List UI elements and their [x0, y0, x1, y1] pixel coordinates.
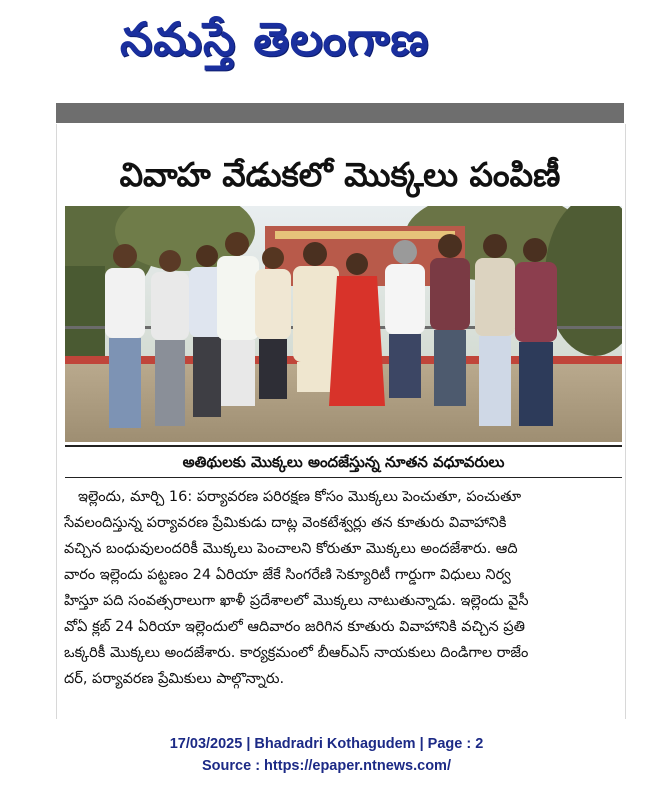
caption-top-rule	[65, 445, 622, 447]
article-line: హిస్తూ పది సంవత్సరాలుగా ఖాళీ ప్రదేశాలలో మొక్కలు నాటుతున్నాడు. ఇల్లెందు వైసీ	[64, 593, 529, 609]
footer-date-edition: 17/03/2025 | Bhadradri Kothagudem | Page : 2	[169, 736, 484, 752]
header-divider-bar	[56, 103, 624, 123]
article-line: ఇల్లెందు, మార్చి 16: పర్యావరణ పరిరక్షణ కోసం మొక్కలు పెంచుతూ, పంచుతూ	[78, 489, 522, 505]
article-line: సేవలందిస్తున్న పర్యావరణ ప్రేమికుడు దాట్ల వెంకటేశ్వర్లు తన కూతురు వివాహానికి	[64, 515, 507, 531]
article-headline: వివాహ వేడుకలో మొక్కలు పంపిణీ	[119, 155, 561, 194]
article-line: వోఏ క్లబ్ 24 ఏరియా ఇల్లెందులో ఆదివారం జరిగిన కూతురు వివాహానికి వచ్చిన ప్రతి	[64, 619, 525, 635]
article-line: వచ్చిన బంధువులందరికీ మొక్కలు పెంచాలని కోరుతూ మొక్కలు అందజేశారు. ఆది	[64, 541, 518, 557]
article-body	[64, 484, 624, 714]
article-line: ఒక్కరికీ మొక్కలు అందజేశారు. కార్యక్రమంలో బీఆర్ఎస్ నాయకులు దిండిగాల రాజేం	[64, 645, 529, 661]
footer-source-link[interactable]: Source : https://epaper.ntnews.com/	[202, 758, 451, 774]
article-line: వారం ఇల్లెందు పట్టణం 24 ఏరియా జేకే సింగరేణి సెక్యూరిటీ గార్డుగా విధులు నిర్వ	[64, 567, 511, 583]
article-line: దర్, పర్యావరణ ప్రేమికులు పాల్గొన్నారు.	[64, 671, 285, 687]
newspaper-masthead: నమస్తే తెలంగాణ	[120, 12, 430, 66]
caption-bottom-rule	[65, 477, 622, 478]
wedding-photo	[65, 206, 622, 442]
photo-caption: అతిథులకు మొక్కలు అందజేస్తున్న నూతన వధూవరులు	[182, 453, 505, 471]
